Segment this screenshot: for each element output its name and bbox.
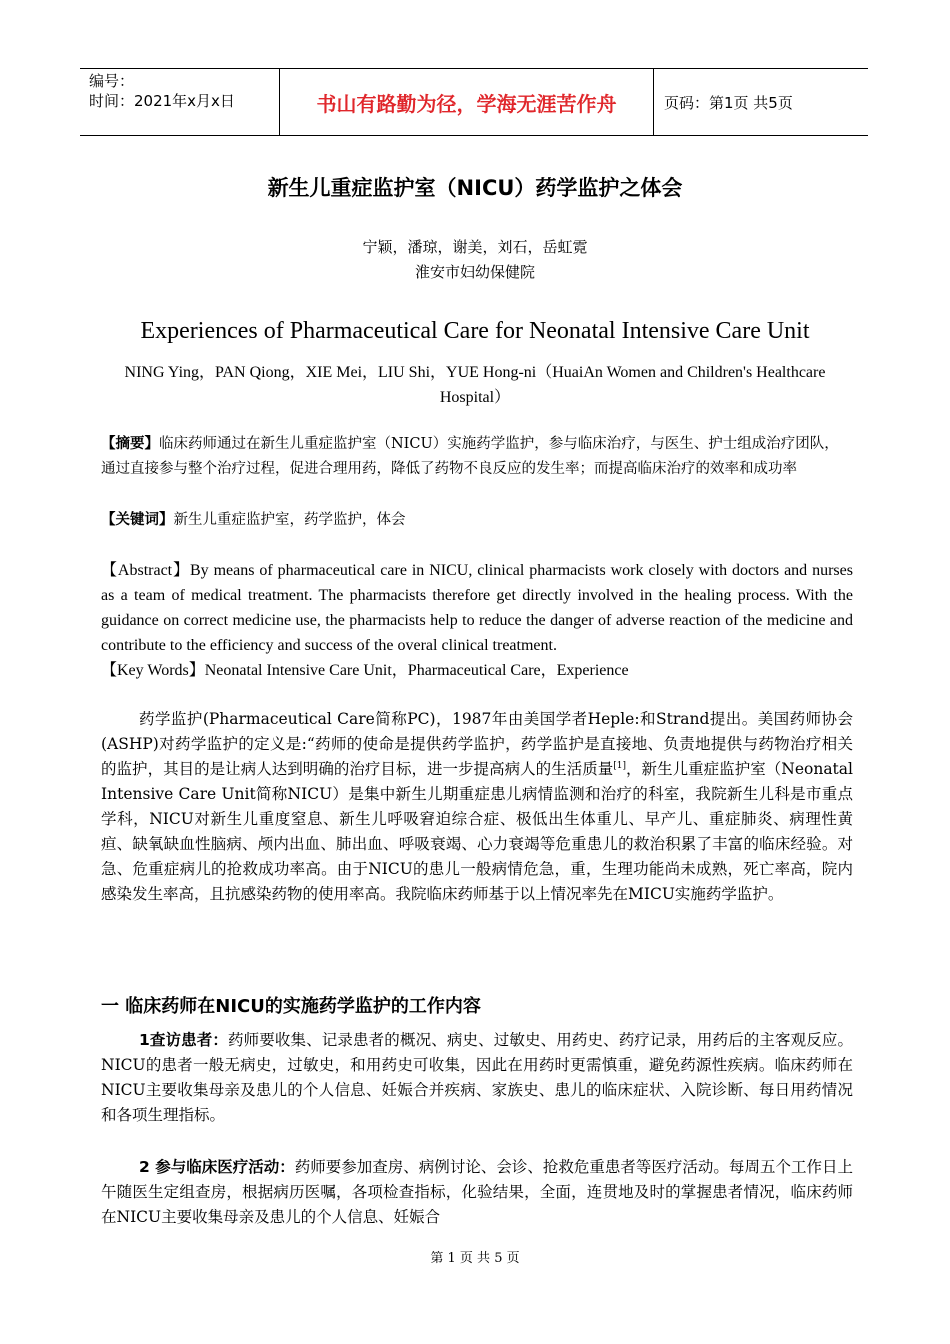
abstract-cn-text: 临床药师通过在新生儿重症监护室（NICU）实施药学监护，参与临床治疗，与医生、护士组成治疗团队，通过直接参与整个治疗过程，促进合理用药，降低了药物不良反应的发生率；而提高临床治疗的效率和成功率 (101, 436, 839, 477)
page-header (80, 68, 868, 136)
reference-marker[interactable]: [1] (613, 760, 627, 771)
section-item-2 (101, 1155, 853, 1230)
section-item-1 (101, 1028, 853, 1128)
header-page-info: 页码：第1页 共5页 (664, 93, 793, 112)
keywords-cn-text: 新生儿重症监护室，药学监护，体会 (173, 512, 406, 528)
abstract-en-label: 【Abstract】 (101, 562, 190, 579)
intro-part2: ，新生儿重症监护室（Neonatal Intensive Care Unit简称NICU）是集中新生儿期重症患儿病情监测和治疗的科室，我院新生儿科是市重点学科，NICU对新生儿重度窒息、新生儿呼吸窘迫综合症、极低出生体重儿、早产儿、重症肺炎、病理性黄疸、缺氧缺血性脑病、颅内出血、肺出血、呼吸衰竭、心力衰竭等危重患儿的救治积累了丰富的临床经验。对急、危重症病儿的抢救成功率高。由于NICU的患儿一般病情危急，重，生理功能尚未成熟，死亡率高，院内感染发生率高，且抗感染药物的使用率高。我院临床药师基于以上情况率先在MICU实施药学监护。 (101, 760, 853, 903)
abstract-cn-label: 【摘要】 (101, 436, 159, 452)
intro-paragraph (101, 707, 853, 907)
item2-label: 2 参与临床医疗活动： (139, 1158, 295, 1176)
abstract-en (101, 558, 853, 658)
header-number: 编号： (89, 72, 135, 90)
keywords-cn (101, 508, 853, 533)
section-heading: 一 临床药师在NICU的实施药学监护的工作内容 (101, 996, 481, 1017)
abstract-en-text: By means of pharmaceutical care in NICU, clinical pharmacists work closely with doctors and nurses as a team of medical treatment. The pharmacists therefore get directly involved in the healing process. With the guidance on correct medicine use, the pharmacists help to reduce the danger of adverse reaction of the medicine and contribute to the efficiency and success of the overal clinical treatment. (101, 562, 853, 654)
keywords-en-text: Neonatal Intensive Care Unit，Pharmaceutical Care，Experience (204, 662, 629, 679)
page-footer: 第 1 页 共 5 页 (430, 1251, 520, 1266)
header-time: 时间：2021年x月x日 (89, 92, 235, 110)
header-meta (80, 69, 280, 135)
item2-text: 药师要参加查房、病例讨论、会诊、抢救危重患者等医疗活动。每周五个工作日上午随医生定组查房，根据病历医嘱，各项检查指标，化验结果，全面，连贯地及时的掌握患者情况，临床药师在NICU主要收集母亲及患儿的个人信息、妊娠合 (101, 1158, 853, 1226)
keywords-en (101, 658, 853, 683)
authors-en: NING Ying，PAN Qiong，XIE Mei，LIU Shi，YUE Hong-ni（HuaiAn Women and Children's Healthcare Hospital） (124, 364, 826, 406)
keywords-en-label: 【Key Words】 (101, 662, 205, 679)
header-motto: 书山有路勤为径，学海无涯苦作舟 (280, 69, 654, 135)
intro-part1: 药学监护(Pharmaceutical Care简称PC)，1987年由美国学者Heple:和Strand提出。美国药师协会(ASHP)对药学监护的定义是:“药师的使命是提供药学监护，药学监护是直接地、负责地提供与药物治疗相关的监护，其目的是让病人达到明确的治疗目标，进一步提高病人的生活质量 (101, 710, 853, 778)
item1-text: 药师要收集、记录患者的概况、病史、过敏史、用药史、药疗记录，用药后的主客观反应。NICU的患者一般无病史，过敏史，和用药史可收集，因此在用药时更需慎重，避免药源性疾病。临床药师在NICU主要收集母亲及患儿的个人信息、妊娠合并疾病、家族史、患儿的临床症状、入院诊断、每日用药情况和各项生理指标。 (101, 1031, 853, 1124)
institution-cn: 淮安市妇幼保健院 (414, 263, 535, 281)
item1-label: 1查访患者： (139, 1031, 229, 1049)
keywords-cn-label: 【关键词】 (101, 512, 174, 528)
abstract-cn (101, 432, 853, 482)
authors-cn: 宁颖，潘琼，谢美，刘石，岳虹霓 (362, 238, 588, 256)
paper-title: 新生儿重症监护室（NICU）药学监护之体会 (267, 176, 683, 200)
paper-title-en: Experiences of Pharmaceutical Care for Neonatal Intensive Care Unit (140, 318, 810, 344)
